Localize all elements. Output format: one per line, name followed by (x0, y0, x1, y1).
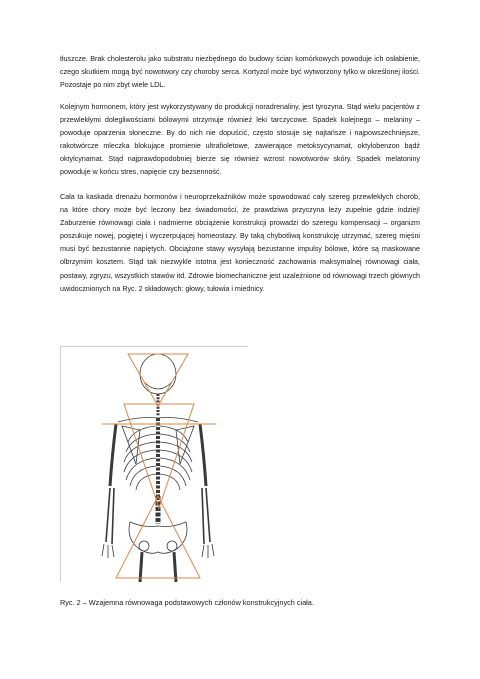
paragraph-1: tłuszcze. Brak cholesterolu jako substratu niezbędnego do budowy ścian komórkowych powoduje ich osłabienie, czego skutkiem mogą być nowotwory czy choroby serca. Kortyzol może być wytworzony tylko w określonej ilości. Pozostaje po nim zbyt wiele LDL. (60, 55, 420, 90)
paragraph-2: Kolejnym hormonem, który jest wykorzystywany do produkcji noradrenaliny, jest tyrozyna. Stąd wielu pacjentów z przewlekłymi dolegliwościami bólowymi otrzymuje również leki tarczycowe. Spadek kolejnego – melaniny – powoduje oparzenia słoneczne. By do nich nie dopuścić, często stosuje się najtańsze i najpowszechniejsze, rakotwórcze mleczka blokujące promienie ultrafioletowe, zawierające metoksycynamat, oktylobenzon bądź oktylcynamat. Stąd najprawdopodobniej bierze się również wzrost nowotworów skóry. Spadek melatoniny powoduje w końcu stres, napięcie czy bezsenność. (60, 103, 420, 177)
right-clavicle (158, 418, 198, 423)
paragraph-3: Cała ta kaskada drenażu hormonów i neuroprzekaźników może spowodować cały szereg przewlekłych chorób, na które chory może być leczony bez świadomości, że prawdziwa przyczyna leży zupełnie gdzie indziej! Zaburzenie równowagi ciała i nadmierne obciążenie konstrukcji prowadzi do szeregu kompensacji – organizm poszukuje nowej, pogiętej i wyczerpującej homeostazy. By taką chybotliwą konstrukcję utrzymać, szereg mięśni musi być bezustannie napiętych. Obciążone stawy wysyłają bezustanne impulsy bólowe, które są maskowane olbrzymim kosztem. Stąd tak niezwykle istotna jest konieczność zachowania maksymalnej równowagi ciała, postawy, zgryzu, wszystkich stawów itd. Zdrowie biomechaniczne jest uzależnione od równowagi trzech głównych uwidocznionych na Ryc. 2 składowych: głowy, tułowia i miednicy. (60, 193, 420, 293)
skull (140, 354, 176, 394)
skeleton-illustration (60, 346, 248, 582)
skeleton-drawing (102, 354, 214, 582)
pelvis (129, 522, 187, 553)
left-clavicle (118, 418, 158, 423)
skeleton-figure (60, 346, 248, 582)
figure-caption: Ryc. 2 – Wzajemna równowaga podstawowych członów konstrukcyjnych ciała. (60, 598, 314, 607)
